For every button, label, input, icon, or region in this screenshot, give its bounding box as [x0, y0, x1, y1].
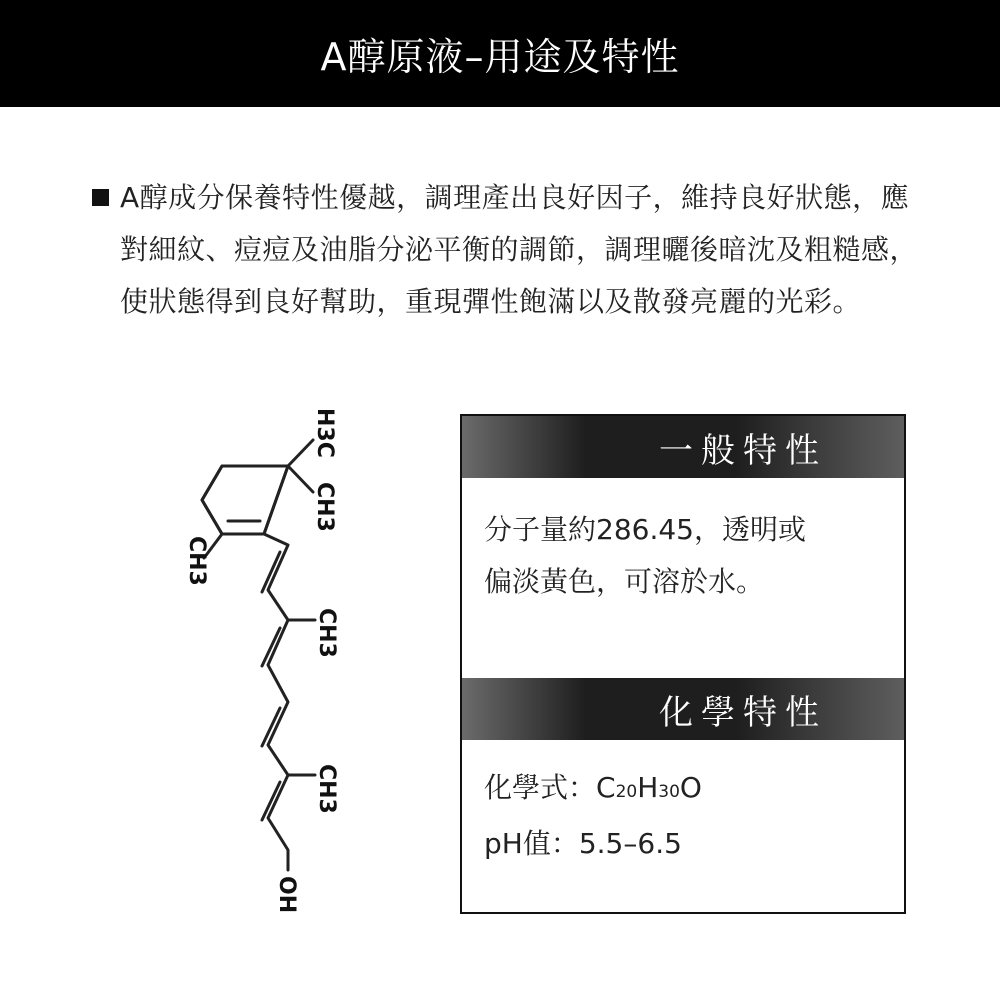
formula-h: H	[637, 771, 659, 804]
bond-to-h3c	[288, 440, 313, 466]
label-ch3-top: CH3	[312, 482, 337, 532]
ph-row	[484, 818, 894, 870]
label-h3c: H3C	[312, 408, 337, 458]
bullet-square-icon	[92, 189, 109, 206]
properties-panel	[460, 414, 906, 914]
general-line-1: 分子量約286.45，透明或	[484, 513, 806, 546]
general-line-2: 偏淡黃色，可溶於水。	[484, 565, 765, 598]
bond-to-ch3-top	[288, 466, 313, 492]
formula-o: O	[679, 771, 702, 804]
formula-c-count: 20	[615, 782, 638, 802]
description-block	[92, 172, 922, 328]
general-properties-header	[462, 416, 904, 478]
label-oh: OH	[274, 876, 299, 914]
ring-bond-right	[264, 466, 288, 534]
formula-label: 化學式：	[484, 771, 597, 804]
label-ch3-low: CH3	[314, 764, 339, 814]
general-properties-title: 一般特性	[659, 430, 827, 471]
ph-label: pH值：	[484, 827, 579, 860]
polyene-chain	[264, 534, 288, 870]
label-ch3-mid: CH3	[314, 608, 339, 658]
page-title: A醇原液–用途及特性	[320, 35, 680, 79]
header-bar	[0, 0, 1000, 107]
formula-h-count: 30	[658, 782, 680, 802]
description-text: A醇成分保養特性優越，調理產出良好因子，維持良好狀態，應對細紋、痘痘及油脂分泌平衡的調節，調理曬後暗沈及粗糙感，使狀態得到良好幫助，重現彈性飽滿以及散發亮麗的光彩。	[120, 181, 919, 318]
chemical-properties-title: 化學特性	[659, 692, 827, 733]
ph-value: 5.5–6.5	[578, 827, 682, 860]
retinol-structure-diagram	[170, 400, 370, 930]
chemical-properties-header	[462, 678, 904, 740]
chemical-properties-body	[484, 762, 894, 870]
label-ch3-ring: CH3	[184, 536, 209, 586]
general-properties-body	[484, 504, 894, 608]
formula-row	[484, 762, 894, 818]
formula-c: C	[596, 771, 616, 804]
